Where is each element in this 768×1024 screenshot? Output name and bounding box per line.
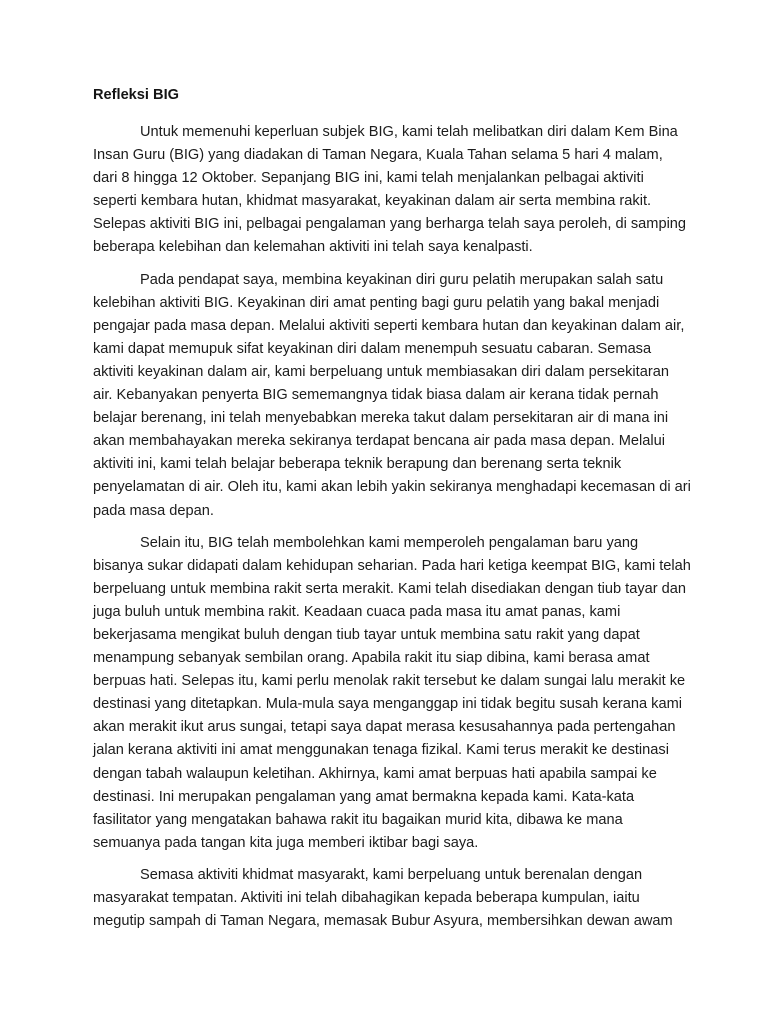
text-line: megutip sampah di Taman Negara, memasak Bubur Asyura, membersihkan dewan awam — [93, 913, 673, 930]
text-line: destinasi. Ini merupakan pengalaman yang amat bermakna kepada kami. Kata-kata — [93, 788, 635, 805]
text-line: belajar berenang, ini telah menyebabkan mereka takut dalam persekitaran air di mana ini — [93, 410, 669, 427]
text-line: akan membahayakan mereka sekiranya terdapat bencana air pada masa depan. Melalui — [93, 433, 665, 450]
text-line: Selain itu, BIG telah membolehkan kami memperoleh pengalaman baru yang — [140, 534, 639, 551]
text-line: beberapa kelebihan dan kelemahan aktiviti ini telah saya kenalpasti. — [93, 239, 533, 256]
text-line: aktiviti keyakinan dalam air, kami berpeluang untuk membiasakan diri dalam persekitaran — [93, 363, 669, 380]
paragraph-intro — [93, 121, 693, 260]
text-line: kami dapat memupuk sifat keyakinan diri dalam menempuh sesuatu cabaran. Semasa — [93, 340, 652, 357]
text-line: bekerjasama mengikat buluh dengan tiub tayar untuk membina satu rakit yang dapat — [93, 626, 640, 643]
text-line: menampung sebanyak sembilan orang. Apabila rakit itu siap dibina, kami berasa amat — [93, 650, 650, 667]
text-line: Pada pendapat saya, membina keyakinan diri guru pelatih merupakan salah satu — [140, 271, 664, 288]
text-line: bisanya sukar didapati dalam kehidupan seharian. Pada hari ketiga keempat BIG, kami telah — [93, 557, 691, 574]
text-line: dari 8 hingga 12 Oktober. Sepanjang BIG ini, kami telah menjalankan pelbagai aktiviti — [93, 170, 644, 187]
text-line: akan merakit ikut arus sungai, tetapi saya dapat merasa kesusahannya pada pertengahan — [93, 719, 676, 736]
text-line: destinasi yang ditetapkan. Mula-mula saya menganggap ini tidak begitu susah kerana kami — [93, 696, 682, 713]
document-title: Refleksi BIG — [93, 87, 179, 103]
text-line: air. Kebanyakan penyerta BIG sememangnya tidak biasa dalam air kerana tidak pernah — [93, 387, 659, 404]
text-line: semuanya pada tangan kita juga memberi iktibar bagi saya. — [93, 834, 479, 851]
text-line: juga buluh untuk membina rakit. Keadaan cuaca pada masa itu amat panas, kami — [93, 603, 621, 620]
text-line: Untuk memenuhi keperluan subjek BIG, kami telah melibatkan diri dalam Kem Bina — [140, 124, 678, 140]
text-line: pada masa depan. — [93, 502, 214, 519]
text-line: berpeluang untuk membina rakit serta merakit. Kami telah disediakan dengan tiub tayar dan — [93, 580, 687, 597]
paragraph-confidence — [93, 269, 693, 523]
document-body — [93, 121, 693, 942]
text-line: fasilitator yang mengatakan bahawa rakit itu bagaikan murid kita, dibawa ke mana — [93, 811, 623, 828]
text-line: Insan Guru (BIG) yang diadakan di Taman Negara, Kuala Tahan selama 5 hari 4 malam, — [93, 147, 663, 164]
text-line: pengajar pada masa depan. Melalui aktiviti seperti kembara hutan dan keyakinan dalam air, — [93, 317, 685, 334]
text-line: seperti kembara hutan, khidmat masyarakat, keyakinan dalam air serta membina rakit. — [93, 193, 652, 210]
text-line: berpuas hati. Selepas itu, kami perlu menolak rakit tersebut ke dalam sungai lalu merakit ke — [93, 673, 686, 690]
text-line: kelebihan aktiviti BIG. Keyakinan diri amat penting bagi guru pelatih yang bakal menjadi — [93, 294, 660, 311]
text-line: jalan kerana aktiviti ini amat menggunakan tenaga fizikal. Kami terus merakit ke destinasi — [93, 742, 669, 759]
paragraph-raft — [93, 532, 693, 855]
text-line: dengan tabah walaupun keletihan. Akhirnya, kami amat berpuas hati apabila sampai ke — [93, 765, 657, 782]
text-line: masyarakat tempatan. Aktiviti ini telah dibahagikan kepada beberapa kumpulan, iaitu — [93, 890, 640, 906]
paragraph-community-service — [93, 864, 693, 933]
text-line: Selepas aktiviti BIG ini, pelbagai pengalaman yang berharga telah saya peroleh, di samping — [93, 216, 687, 233]
text-line: Semasa aktiviti khidmat masyarakt, kami berpeluang untuk berenalan dengan — [140, 866, 643, 883]
text-line: aktiviti ini, kami telah belajar beberapa teknik berapung dan berenang serta teknik — [93, 456, 622, 473]
text-line: penyelamatan di air. Oleh itu, kami akan lebih yakin sekiranya menghadapi kecemasan di ari — [93, 479, 691, 496]
